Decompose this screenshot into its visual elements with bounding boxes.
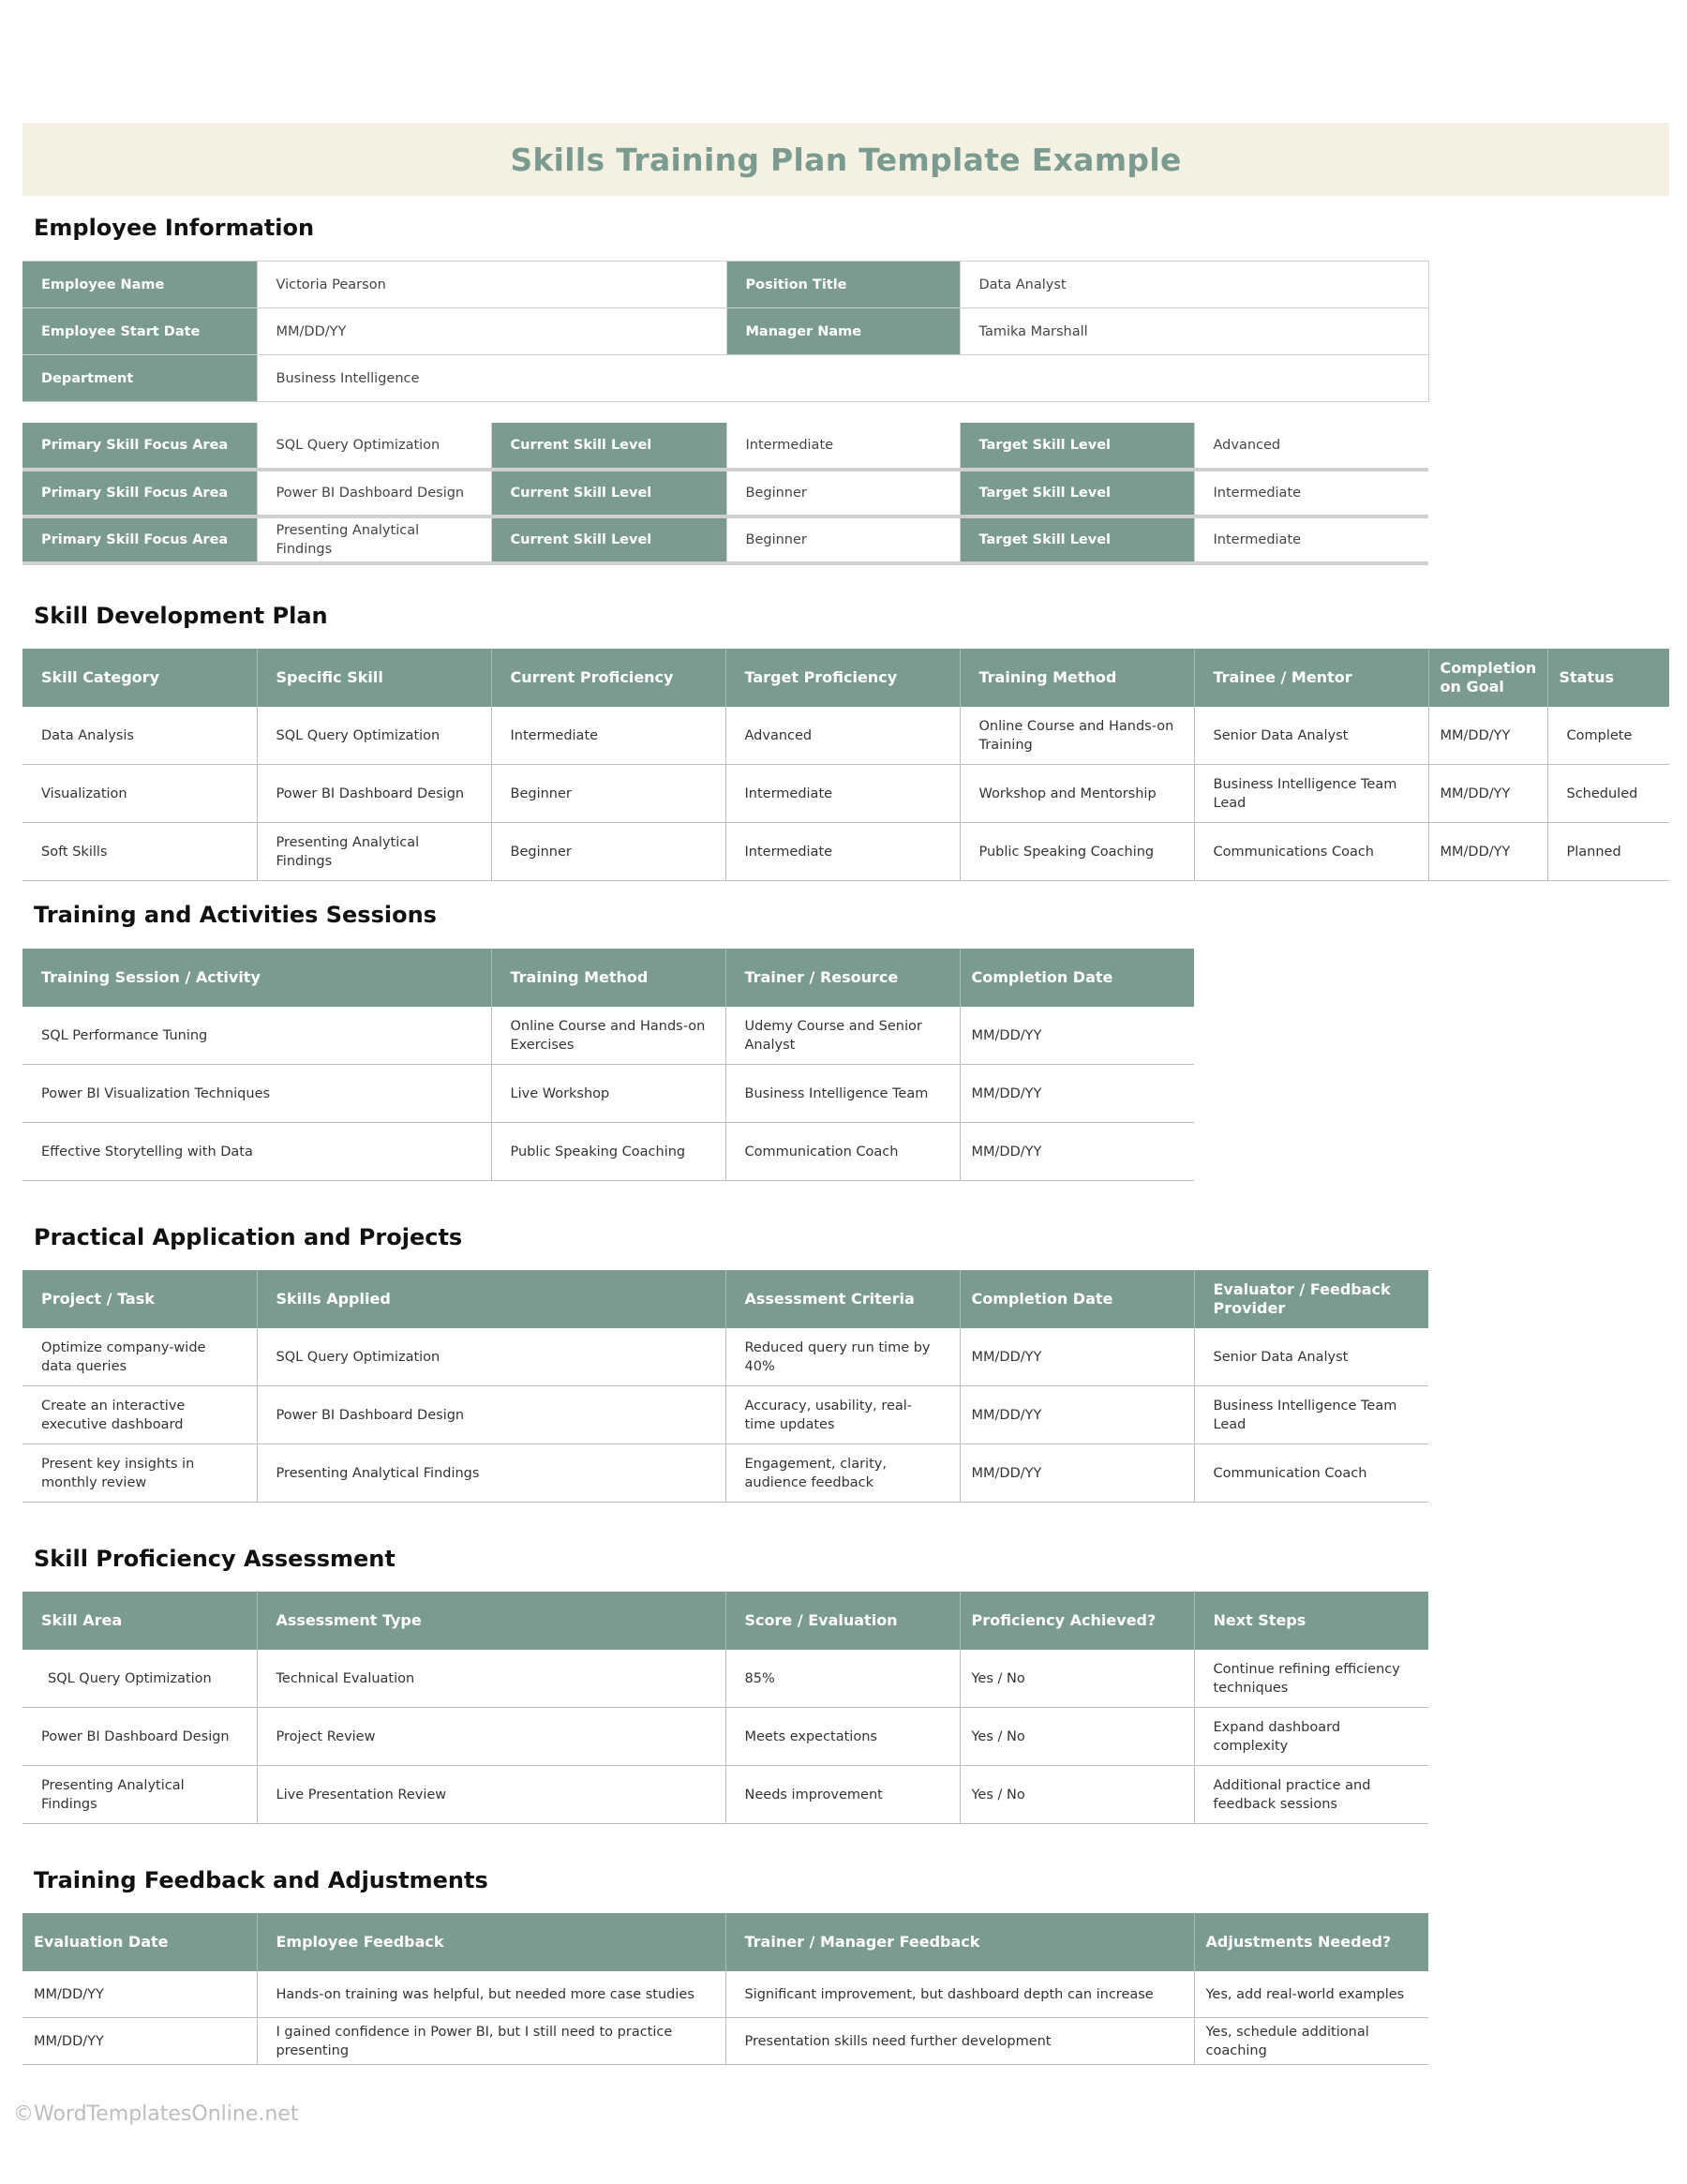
position-title-field[interactable]: Data Analyst: [960, 262, 1428, 308]
table-cell[interactable]: Technical Evaluation: [257, 1650, 725, 1708]
table-row: [22, 1123, 1194, 1181]
table-cell[interactable]: Power BI Dashboard Design: [22, 1708, 257, 1766]
table-cell[interactable]: Live Workshop: [491, 1065, 725, 1123]
department-label: Department: [22, 355, 257, 402]
table-cell[interactable]: Senior Data Analyst: [1194, 707, 1428, 765]
table-cell[interactable]: Continue refining efficiency techniques: [1194, 1650, 1428, 1708]
table-cell[interactable]: Intermediate: [725, 823, 960, 881]
column-header: Training Method: [960, 649, 1194, 707]
table-cell[interactable]: Intermediate: [491, 707, 725, 765]
table-cell[interactable]: Presenting Analytical Findings: [22, 1766, 257, 1824]
current-level-field[interactable]: Beginner: [726, 470, 960, 516]
table-row: [22, 707, 1669, 765]
table-cell[interactable]: Power BI Visualization Techniques: [22, 1065, 491, 1123]
table-cell[interactable]: Communication Coach: [1194, 1444, 1428, 1503]
table-row: [22, 1065, 1194, 1123]
focus-area-field[interactable]: SQL Query Optimization: [257, 423, 491, 470]
table-cell[interactable]: Significant improvement, but dashboard depth can increase: [725, 1971, 1194, 2018]
section-employee-information: Employee Information: [34, 215, 315, 241]
table-row: [22, 1650, 1428, 1708]
focus-area-field[interactable]: Presenting Analytical Findings: [257, 516, 491, 563]
table-cell[interactable]: Udemy Course and Senior Analyst: [725, 1007, 960, 1065]
current-level-label: Current Skill Level: [491, 423, 726, 470]
table-cell[interactable]: Accuracy, usability, real-time updates: [725, 1386, 960, 1444]
employee-name-field[interactable]: Victoria Pearson: [257, 262, 726, 308]
table-cell[interactable]: Live Presentation Review: [257, 1766, 725, 1824]
column-header: Skill Category: [22, 649, 257, 707]
employee-info-table: [22, 261, 1429, 402]
table-cell[interactable]: Workshop and Mentorship: [960, 765, 1194, 823]
table-cell[interactable]: Complete: [1547, 707, 1669, 765]
manager-name-label: Manager Name: [726, 308, 960, 355]
table-cell[interactable]: Yes / No: [960, 1708, 1194, 1766]
column-header: Assessment Criteria: [725, 1270, 960, 1328]
current-level-field[interactable]: Intermediate: [726, 423, 960, 470]
table-row: [22, 1971, 1428, 2018]
section-feedback-adjustments: Training Feedback and Adjustments: [34, 1867, 488, 1893]
feedback-table: [22, 1913, 1428, 2065]
position-title-label: Position Title: [726, 262, 960, 308]
column-header: Trainer / Resource: [725, 949, 960, 1007]
table-cell[interactable]: Beginner: [491, 823, 725, 881]
table-cell[interactable]: Yes, add real-world examples: [1194, 1971, 1428, 2018]
table-cell[interactable]: Present key insights in monthly review: [22, 1444, 257, 1503]
column-header: Training Method: [491, 949, 725, 1007]
table-cell[interactable]: Hands-on training was helpful, but needed more case studies: [257, 1971, 725, 2018]
table-cell[interactable]: MM/DD/YY: [960, 1328, 1194, 1386]
table-cell[interactable]: Online Course and Hands-on Exercises: [491, 1007, 725, 1065]
table-cell[interactable]: Beginner: [491, 765, 725, 823]
table-cell[interactable]: Public Speaking Coaching: [491, 1123, 725, 1181]
table-cell[interactable]: Yes / No: [960, 1766, 1194, 1824]
start-date-field[interactable]: MM/DD/YY: [257, 308, 726, 355]
table-cell[interactable]: Business Intelligence Team: [725, 1065, 960, 1123]
table-header-row: [22, 1592, 1428, 1650]
table-cell[interactable]: Project Review: [257, 1708, 725, 1766]
section-skill-development-plan: Skill Development Plan: [34, 603, 328, 629]
table-cell[interactable]: SQL Query Optimization: [22, 1650, 257, 1708]
table-cell[interactable]: Engagement, clarity, audience feedback: [725, 1444, 960, 1503]
focus-area-label: Primary Skill Focus Area: [22, 470, 257, 516]
column-header: Target Proficiency: [725, 649, 960, 707]
table-cell[interactable]: MM/DD/YY: [960, 1065, 1194, 1123]
column-header: Evaluator / Feedback Provider: [1194, 1270, 1428, 1328]
table-cell[interactable]: Advanced: [725, 707, 960, 765]
section-training-sessions: Training and Activities Sessions: [34, 902, 437, 928]
table-cell[interactable]: MM/DD/YY: [960, 1123, 1194, 1181]
start-date-label: Employee Start Date: [22, 308, 257, 355]
column-header: Project / Task: [22, 1270, 257, 1328]
table-cell[interactable]: Presentation skills need further development: [725, 2018, 1194, 2065]
table-cell[interactable]: Reduced query run time by 40%: [725, 1328, 960, 1386]
table-row: [22, 355, 1428, 402]
target-level-label: Target Skill Level: [960, 423, 1194, 470]
table-cell[interactable]: MM/DD/YY: [960, 1386, 1194, 1444]
section-proficiency-assessment: Skill Proficiency Assessment: [34, 1546, 396, 1572]
table-cell[interactable]: Intermediate: [725, 765, 960, 823]
focus-area-label: Primary Skill Focus Area: [22, 516, 257, 563]
table-cell[interactable]: MM/DD/YY: [22, 1971, 257, 2018]
table-row: [22, 1386, 1428, 1444]
table-header-row: [22, 949, 1194, 1007]
focus-area-field[interactable]: Power BI Dashboard Design: [257, 470, 491, 516]
table-cell[interactable]: Business Intelligence Team Lead: [1194, 765, 1428, 823]
table-cell[interactable]: Planned: [1547, 823, 1669, 881]
table-header-row: [22, 1913, 1428, 1971]
table-header-row: [22, 649, 1669, 707]
current-level-field[interactable]: Beginner: [726, 516, 960, 563]
table-row: [22, 516, 1428, 563]
table-cell[interactable]: Optimize company-wide data queries: [22, 1328, 257, 1386]
skill-focus-table: [22, 423, 1428, 565]
table-row: [22, 470, 1428, 516]
section-practical-application: Practical Application and Projects: [34, 1224, 463, 1250]
table-cell[interactable]: Visualization: [22, 765, 257, 823]
column-header: Trainee / Mentor: [1194, 649, 1428, 707]
projects-table: [22, 1270, 1428, 1503]
column-header: Next Steps: [1194, 1592, 1428, 1650]
table-row: [22, 308, 1428, 355]
title-bar: [22, 123, 1669, 196]
column-header: Completion on Goal: [1428, 649, 1547, 707]
table-cell[interactable]: Yes / No: [960, 1650, 1194, 1708]
table-cell[interactable]: Create an interactive executive dashboard: [22, 1386, 257, 1444]
table-cell[interactable]: Expand dashboard complexity: [1194, 1708, 1428, 1766]
column-header: Completion Date: [960, 1270, 1194, 1328]
table-cell[interactable]: MM/DD/YY: [1428, 823, 1547, 881]
table-cell[interactable]: Meets expectations: [725, 1708, 960, 1766]
target-level-label: Target Skill Level: [960, 516, 1194, 563]
column-header: Skill Area: [22, 1592, 257, 1650]
table-row: [22, 1766, 1428, 1824]
table-cell[interactable]: Public Speaking Coaching: [960, 823, 1194, 881]
assessment-table: [22, 1592, 1428, 1824]
table-row: [22, 423, 1428, 470]
table-cell[interactable]: MM/DD/YY: [1428, 707, 1547, 765]
table-cell[interactable]: Power BI Dashboard Design: [257, 765, 491, 823]
watermark: ©WordTemplatesOnline.net: [13, 2102, 299, 2126]
table-cell[interactable]: Presenting Analytical Findings: [257, 1444, 725, 1503]
table-cell[interactable]: Soft Skills: [22, 823, 257, 881]
table-cell[interactable]: Business Intelligence Team Lead: [1194, 1386, 1428, 1444]
table-cell[interactable]: MM/DD/YY: [960, 1007, 1194, 1065]
table-cell[interactable]: Data Analysis: [22, 707, 257, 765]
table-row: [22, 1708, 1428, 1766]
column-header: Score / Evaluation: [725, 1592, 960, 1650]
column-header: Completion Date: [960, 949, 1194, 1007]
department-field[interactable]: Business Intelligence: [257, 355, 1428, 402]
column-header: Skills Applied: [257, 1270, 725, 1328]
column-header: Specific Skill: [257, 649, 491, 707]
table-cell[interactable]: Presenting Analytical Findings: [257, 823, 491, 881]
table-cell[interactable]: Additional practice and feedback sessions: [1194, 1766, 1428, 1824]
table-cell[interactable]: I gained confidence in Power BI, but I still need to practice presenting: [257, 2018, 725, 2065]
column-header: Employee Feedback: [257, 1913, 725, 1971]
development-plan-table: [22, 649, 1669, 881]
table-row: [22, 823, 1669, 881]
table-row: [22, 765, 1669, 823]
target-level-label: Target Skill Level: [960, 470, 1194, 516]
column-header: Trainer / Manager Feedback: [725, 1913, 1194, 1971]
target-level-field[interactable]: Intermediate: [1194, 470, 1428, 516]
table-cell[interactable]: 85%: [725, 1650, 960, 1708]
column-header: Assessment Type: [257, 1592, 725, 1650]
page-title: Skills Training Plan Template Example: [510, 141, 1182, 178]
table-cell[interactable]: Communications Coach: [1194, 823, 1428, 881]
column-header: Evaluation Date: [22, 1913, 257, 1971]
table-header-row: [22, 1270, 1428, 1328]
focus-area-label: Primary Skill Focus Area: [22, 423, 257, 470]
column-header: Proficiency Achieved?: [960, 1592, 1194, 1650]
table-cell[interactable]: Online Course and Hands-on Training: [960, 707, 1194, 765]
target-level-field[interactable]: Advanced: [1194, 423, 1428, 470]
table-cell[interactable]: Yes, schedule additional coaching: [1194, 2018, 1428, 2065]
table-cell[interactable]: Needs improvement: [725, 1766, 960, 1824]
table-cell[interactable]: Scheduled: [1547, 765, 1669, 823]
target-level-field[interactable]: Intermediate: [1194, 516, 1428, 563]
table-cell[interactable]: Effective Storytelling with Data: [22, 1123, 491, 1181]
employee-name-label: Employee Name: [22, 262, 257, 308]
table-cell[interactable]: Communication Coach: [725, 1123, 960, 1181]
table-cell[interactable]: SQL Query Optimization: [257, 1328, 725, 1386]
table-cell[interactable]: MM/DD/YY: [22, 2018, 257, 2065]
column-header: Current Proficiency: [491, 649, 725, 707]
current-level-label: Current Skill Level: [491, 516, 726, 563]
table-row: [22, 1007, 1194, 1065]
column-header: Training Session / Activity: [22, 949, 491, 1007]
table-cell[interactable]: SQL Query Optimization: [257, 707, 491, 765]
table-row: [22, 2018, 1428, 2065]
column-header: Status: [1547, 649, 1669, 707]
table-row: [22, 1444, 1428, 1503]
current-level-label: Current Skill Level: [491, 470, 726, 516]
table-cell[interactable]: Senior Data Analyst: [1194, 1328, 1428, 1386]
table-cell[interactable]: MM/DD/YY: [1428, 765, 1547, 823]
manager-name-field[interactable]: Tamika Marshall: [960, 308, 1428, 355]
table-row: [22, 1328, 1428, 1386]
column-header: Adjustments Needed?: [1194, 1913, 1428, 1971]
training-sessions-table: [22, 949, 1194, 1181]
table-cell[interactable]: Power BI Dashboard Design: [257, 1386, 725, 1444]
table-cell[interactable]: MM/DD/YY: [960, 1444, 1194, 1503]
table-row: [22, 262, 1428, 308]
table-cell[interactable]: SQL Performance Tuning: [22, 1007, 491, 1065]
